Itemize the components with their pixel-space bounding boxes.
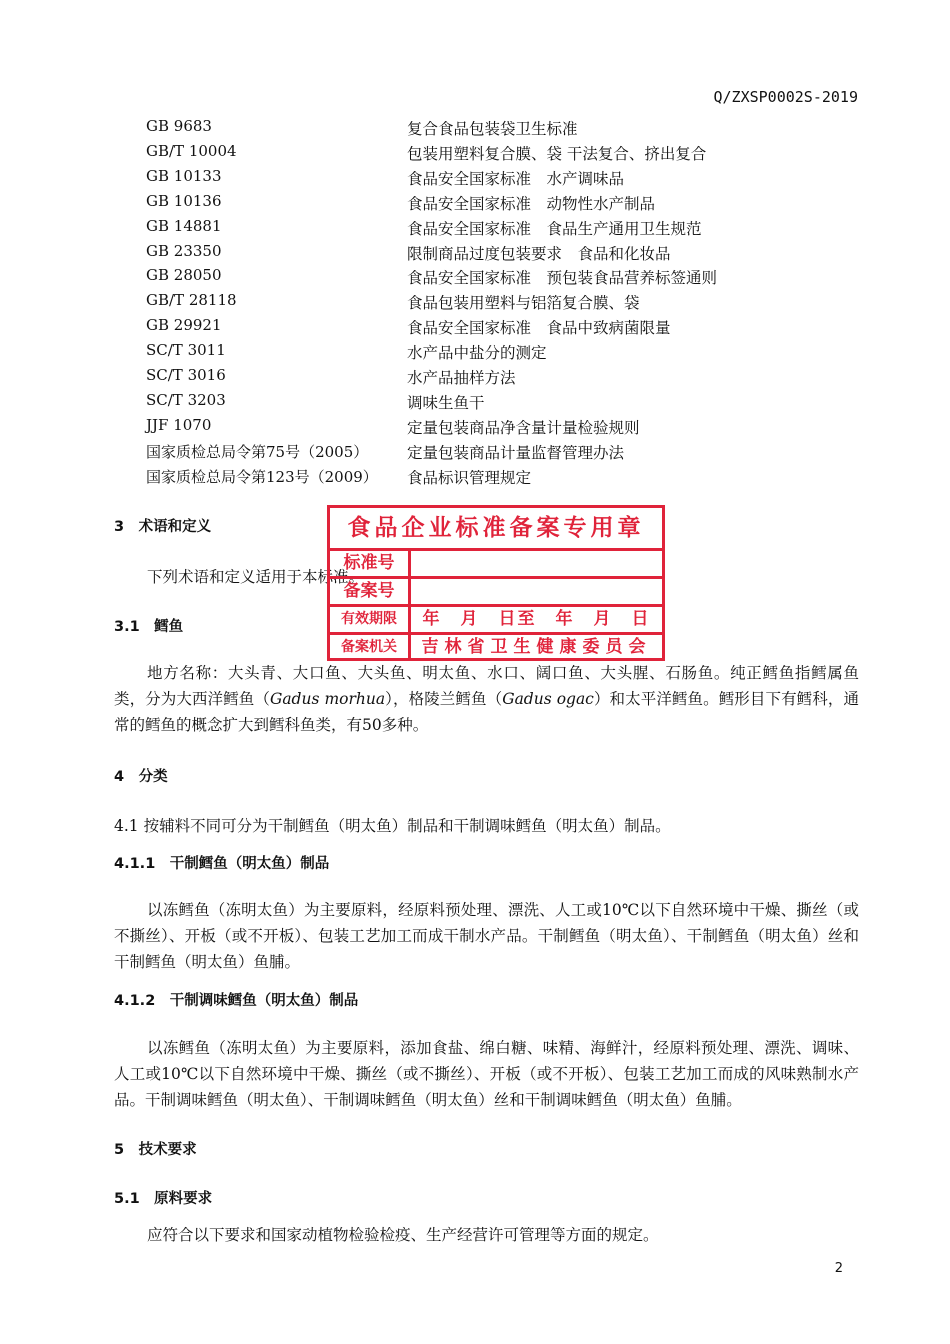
reference-code: GB 29921	[146, 316, 222, 334]
stamp-label: 标准号	[330, 551, 411, 576]
stamp-row-standard-number	[330, 551, 662, 579]
reference-code: GB 10136	[146, 192, 222, 210]
stamp-label: 有效期限	[330, 607, 411, 632]
section-5-1-text: 应符合以下要求和国家动植物检验检疫、生产经营许可管理等方面的规定。	[147, 1226, 659, 1244]
reference-code: SC/T 3011	[146, 341, 226, 359]
reference-code: JJF 1070	[146, 416, 212, 434]
reference-title: 水产品中盐分的测定	[407, 344, 547, 362]
reference-title: 包装用塑料复合膜、袋 干法复合、挤出复合	[407, 145, 707, 163]
page-number: 2	[834, 1261, 843, 1276]
section-3-intro: 下列术语和定义适用于本标准。	[147, 568, 365, 586]
section-4-1-1-paragraph: 以冻鳕鱼（冻明太鱼）为主要原料，经原料预处理、漂洗、人工或10℃以下自然环境中干燥、撕丝（或不撕丝）、开板（或不开板）、包装工艺加工而成干制水产品。干制鳕鱼（明太鱼）、干制鳕鱼（明太鱼）丝和干制鳕鱼（明太鱼）鱼脯。	[114, 901, 859, 971]
stamp-title: 食品企业标准备案专用章	[330, 508, 662, 551]
reference-code: GB 28050	[146, 266, 222, 284]
reference-code: GB 14881	[146, 217, 222, 235]
reference-code: GB 23350	[146, 242, 222, 260]
reference-title: 定量包装商品计量监督管理办法	[407, 444, 625, 462]
reference-title: 食品安全国家标准 动物性水产制品	[407, 195, 656, 213]
reference-code: GB 9683	[146, 117, 212, 135]
stamp-value: 年 月 日至 年 月 日	[422, 609, 651, 629]
reference-code: SC/T 3203	[146, 391, 226, 409]
species-name-morhua: Gadus morhua	[269, 690, 386, 708]
species-name-ogac: Gadus ogac	[502, 690, 594, 708]
stamp-value	[411, 579, 662, 604]
stamp-label: 备案机关	[330, 635, 411, 661]
reference-title: 食品标识管理规定	[407, 469, 532, 487]
section-4-1-2-heading: 4.1.2 干制调味鳕鱼（明太鱼）制品	[114, 993, 359, 1009]
section-5-1-heading: 5.1 原料要求	[114, 1191, 213, 1207]
reference-code: SC/T 3016	[146, 366, 226, 384]
stamp-row-filing-number	[330, 579, 662, 607]
stamp-value: 吉林省卫生健康委员会	[421, 637, 652, 657]
reference-title: 食品安全国家标准 食品生产通用卫生规范	[407, 220, 702, 238]
reference-code: GB/T 28118	[146, 291, 237, 309]
reference-title: 限制商品过度包装要求 食品和化妆品	[407, 245, 671, 263]
section-3-heading: 3 术语和定义	[114, 519, 212, 535]
section-5-heading: 5 技术要求	[114, 1142, 197, 1158]
section-4-1-1-heading: 4.1.1 干制鳕鱼（明太鱼）制品	[114, 856, 330, 872]
reference-title: 食品包装用塑料与铝箔复合膜、袋	[407, 294, 640, 312]
section-4-1-text: 4.1 按辅料不同可分为干制鳕鱼（明太鱼）制品和干制调味鳕鱼（明太鱼）制品。	[114, 817, 671, 835]
reference-title: 水产品抽样方法	[407, 369, 516, 387]
filing-seal-stamp	[327, 505, 665, 661]
stamp-value	[411, 551, 662, 576]
reference-title: 食品安全国家标准 预包装食品营养标签通则	[407, 269, 718, 287]
reference-title: 定量包装商品净含量计量检验规则	[407, 419, 640, 437]
reference-code: GB 10133	[146, 167, 222, 185]
reference-code: 国家质检总局令第75号（2005）	[146, 443, 369, 461]
document-code-header: Q/ZXSP0002S-2019	[713, 88, 858, 106]
stamp-row-authority	[330, 635, 662, 661]
section-3-1-heading: 3.1 鳕鱼	[114, 619, 184, 635]
reference-code: GB/T 10004	[146, 142, 237, 160]
reference-title: 调味生鱼干	[407, 394, 485, 412]
reference-title: 食品安全国家标准 水产调味品	[407, 170, 625, 188]
section-4-1-2-paragraph: 以冻鳕鱼（冻明太鱼）为主要原料，添加食盐、绵白糖、味精、海鲜汁，经原料预处理、漂洗、调味、人工或10℃以下自然环境中干燥、撕丝（或不撕丝）、开板（或不开板）、包装工艺加工而成的风味熟制水产品。干制调味鳕鱼（明太鱼）、干制调味鳕鱼（明太鱼）丝和干制调味鳕鱼（明太鱼）鱼脯。	[114, 1039, 859, 1109]
stamp-label: 备案号	[330, 579, 411, 604]
reference-title: 食品安全国家标准 食品中致病菌限量	[407, 319, 671, 337]
stamp-row-validity	[330, 607, 662, 635]
reference-title: 复合食品包装袋卫生标准	[407, 120, 578, 138]
section-3-1-paragraph: 地方名称：大头青、大口鱼、大头鱼、明太鱼、水口、阔口鱼、大头腥、石肠鱼。纯正鳕鱼指鳕属鱼类，分为大西洋鳕鱼（Gadus morhua），格陵兰鳕鱼（Gadus ogac）和太平洋鳕鱼。鳕形目下有鳕科，通常的鳕鱼的概念扩大到鳕科鱼类，有50多种。	[114, 664, 859, 734]
section-4-heading: 4 分类	[114, 769, 168, 785]
reference-code: 国家质检总局令第123号（2009）	[146, 468, 378, 486]
